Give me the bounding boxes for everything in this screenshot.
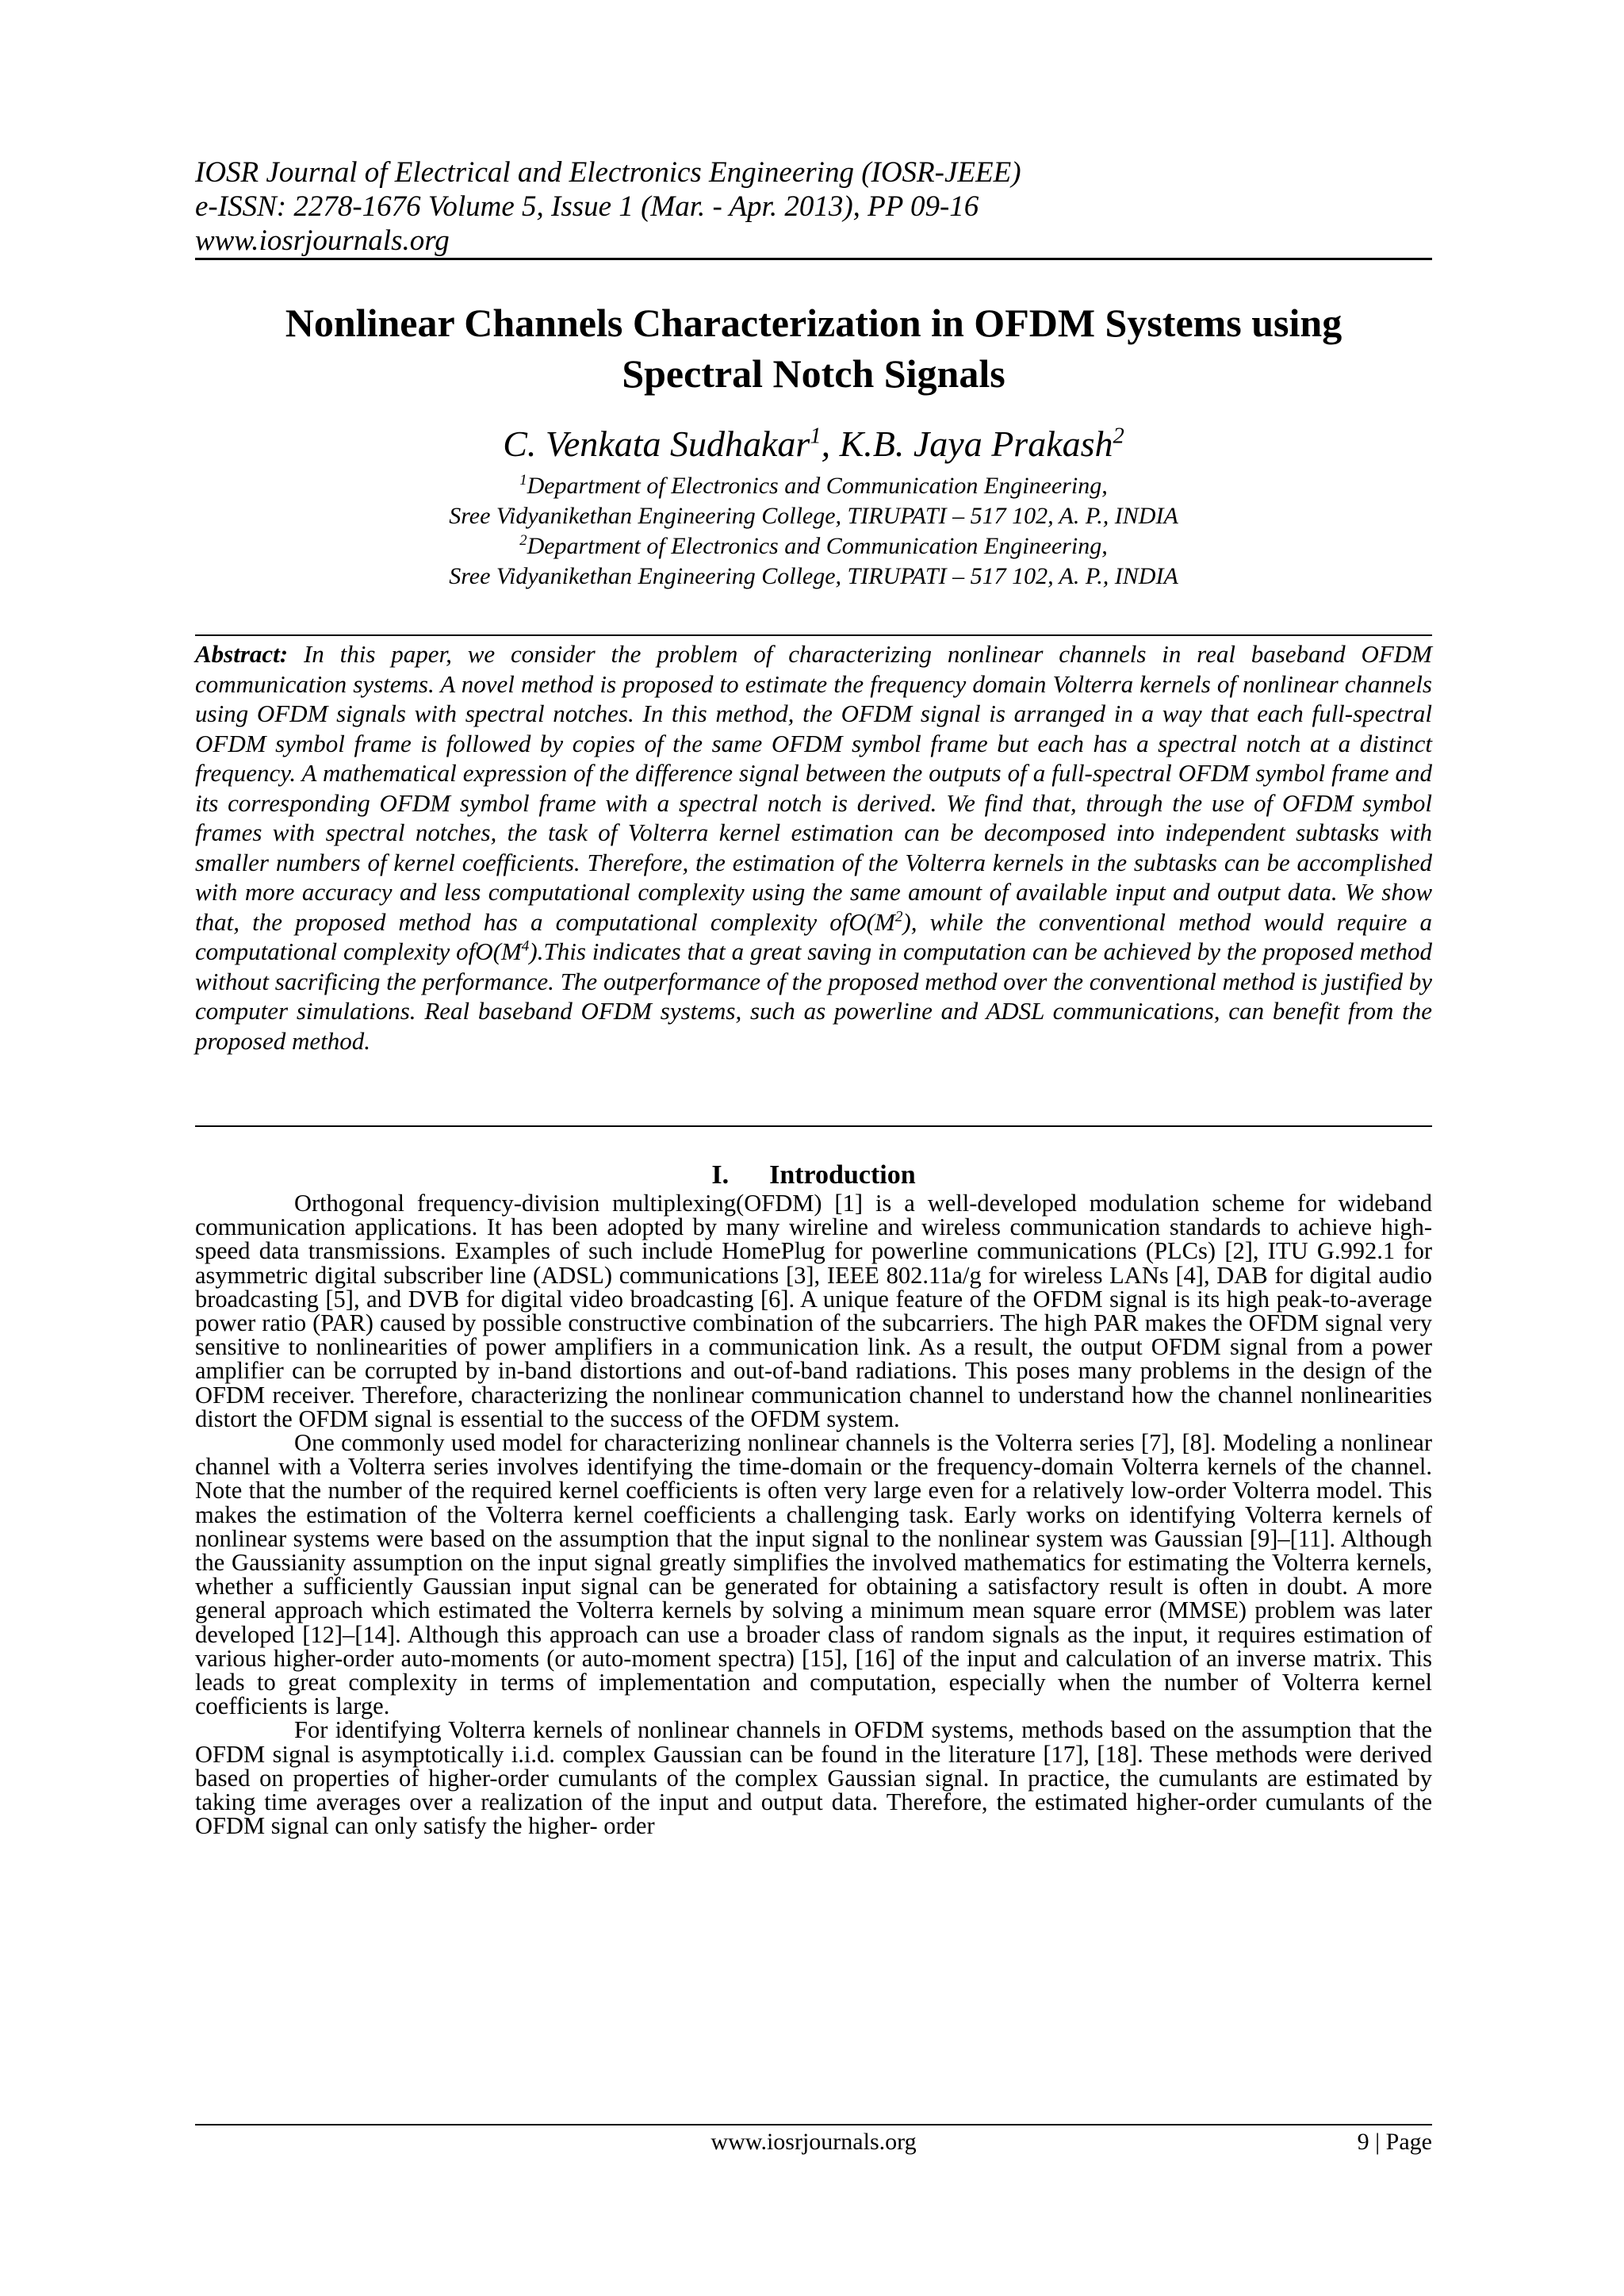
intro-paragraph-3: For identifying Volterra kernels of nonlinear channels in OFDM systems, methods based on the assumption that the OFDM signal is asymptotically i.i.d. complex Gaussian can be found in the literature [17], [18]. These methods were derived based on properties of higher-order cumulants of the complex Gaussian signal. In practice, the cumulants are estimated by taking time averages over a realization of the input and output data. Therefore, the estimated higher-order cumulants of the OFDM signal can only satisfy the higher- order bbox=[195, 1716, 1432, 1840]
author-1: C. Venkata Sudhakar bbox=[503, 424, 810, 464]
abstract-exponent-2: 4 bbox=[521, 937, 530, 955]
affiliation-2-dept: $^2$Department of Electronics and Communication Engineering, bbox=[519, 532, 1108, 559]
page-number: 9 | Page bbox=[1357, 2129, 1432, 2155]
affiliation-1-mark: 1 bbox=[519, 472, 527, 489]
abstract-text-a: In this paper, we consider the problem of characterizing nonlinear channels in real baseband OFDM communication systems. A novel method is proposed to estimate the frequency domain Volterra kernels of nonlinear channels using OFDM signals with spectral notches. In this method, the OFDM signal is arranged in a way that each full-spectral OFDM symbol frame is followed by copies of the same OFDM symbol frame but each has a spectral notch at a distinct frequency. A mathematical expression of the difference signal between the outputs of a full-spectral OFDM symbol frame and its corresponding OFDM symbol frame with a spectral notch is derived. We find that, through the use of OFDM symbol frames with spectral notches, the task of Volterra kernel estimation can be decomposed into independent subtasks with smaller numbers of kernel coefficients. Therefore, the estimation of the Volterra kernels in the subtasks can be accomplished with more accuracy and less computational complexity using the same amount of available input and output data. We show that, the proposed method has a computational complexity ofO(M bbox=[195, 640, 1432, 936]
journal-issn: e-ISSN: 2278-1676 Volume 5, Issue 1 (Mar. - Apr. 2013), PP 09-16 bbox=[195, 190, 979, 223]
affiliation-2-mark: 2 bbox=[519, 532, 527, 549]
intro-paragraph-2: One commonly used model for characterizing nonlinear channels is the Volterra series [7], [8]. Modeling a nonlinear channel with a Volterra series involves identifying the time-domain or the frequency-domain Volterra kernels of the channel. Note that the number of the required kernel coefficients is often very large even for a relatively low-order Volterra model. This makes the estimation of the Volterra kernel coefficients a challenging task. Early works on identifying Volterra kernels of nonlinear systems were based on the assumption that the input signal to the nonlinear system was Gaussian [9]–[11]. Although the Gaussianity assumption on the input signal greatly simplifies the involved mathematics for estimating the Volterra kernels, whether a sufficiently Gaussian input signal can be generated for obtaining a satisfactory result is often in doubt. A more general approach which estimated the Volterra kernels by solving a minimum mean square error (MMSE) problem was later developed [12]–[14]. Although this approach can use a broader class of random signals as the input, it requires estimation of various higher-order auto-moments (or auto-moment spectra) [15], [16] of the input and calculation of an inverse matrix. This leads to great complexity in terms of implementation and computation, especially when the number of Volterra kernel coefficients is large. bbox=[195, 1429, 1432, 1720]
author-2-affil-mark: 2 bbox=[1113, 424, 1124, 449]
author-separator: , bbox=[821, 424, 840, 464]
journal-website[interactable]: www.iosrjournals.org bbox=[195, 224, 450, 257]
abstract-label: Abstract: bbox=[195, 640, 289, 668]
abstract bbox=[195, 639, 1432, 1056]
journal-header bbox=[195, 155, 1432, 258]
paper-title-line2: Spectral Notch Signals bbox=[622, 351, 1005, 396]
abstract-bottom-rule bbox=[195, 1125, 1432, 1127]
footer-rule bbox=[195, 2124, 1432, 2125]
introduction-body bbox=[195, 1191, 1432, 1838]
author-1-affil-mark: 1 bbox=[810, 424, 822, 449]
affiliation-2-college: Sree Vidyanikethan Engineering College, TIRUPATI – 517 102, A. P., INDIA bbox=[449, 563, 1178, 589]
intro-paragraph-1: Orthogonal frequency-division multiplexing(OFDM) [1] is a well-developed modulation scheme for wideband communication applications. It has been adopted by many wireline and wireless communication standards to achieve high-speed data transmissions. Examples of such include HomePlug for powerline communications (PLCs) [2], ITU G.992.1 for asymmetric digital subscriber line (ADSL) communications [3], IEEE 802.11a/g for wireless LANs [4], DAB for digital audio broadcasting [5], and DVB for digital video broadcasting [6]. A unique feature of the OFDM signal is its high peak-to-average power ratio (PAR) caused by possible constructive combination of the subcarriers. The high PAR makes the OFDM signal very sensitive to nonlinearities of power amplifiers in a communication link. As a result, the output OFDM signal from a power amplifier can be corrupted by in-band distortions and out-of-band radiations. This poses many problems in the design of the OFDM receiver. Therefore, characterizing the nonlinear communication channel to understand how the channel nonlinearities distort the OFDM signal is essential to the success of the OFDM system. bbox=[195, 1190, 1432, 1432]
abstract-text-b: ), while the conventional method would require a computational complexity ofO(M bbox=[195, 907, 1432, 965]
paper-title-line1: Nonlinear Channels Characterization in OFDM Systems using bbox=[285, 301, 1342, 345]
abstract-exponent-1: 2 bbox=[894, 908, 903, 926]
affiliations bbox=[195, 471, 1432, 592]
journal-name: IOSR Journal of Electrical and Electronics Engineering (IOSR-JEEE) bbox=[195, 156, 1021, 189]
affiliation-1-dept: $^1$Department of Electronics and Communication Engineering, bbox=[519, 472, 1108, 499]
section-heading-introduction: I. Introduction bbox=[711, 1160, 916, 1190]
author-line bbox=[195, 422, 1432, 466]
footer-url[interactable]: www.iosrjournals.org bbox=[710, 2129, 917, 2155]
abstract-text-c: ).This indicates that a great saving in computation can be achieved by the proposed method without sacrificing the performance. The outperformance of the proposed method over the conventional method is justified by computer simulations. Real baseband OFDM systems, such as powerline and ADSL communications, can benefit from the proposed method. bbox=[195, 937, 1432, 1055]
abstract-top-rule bbox=[195, 634, 1432, 636]
paper-title bbox=[195, 297, 1432, 399]
author-2: K.B. Jaya Prakash bbox=[839, 424, 1113, 464]
affiliation-1-college: Sree Vidyanikethan Engineering College, TIRUPATI – 517 102, A. P., INDIA bbox=[449, 503, 1178, 529]
header-rule bbox=[195, 258, 1432, 260]
